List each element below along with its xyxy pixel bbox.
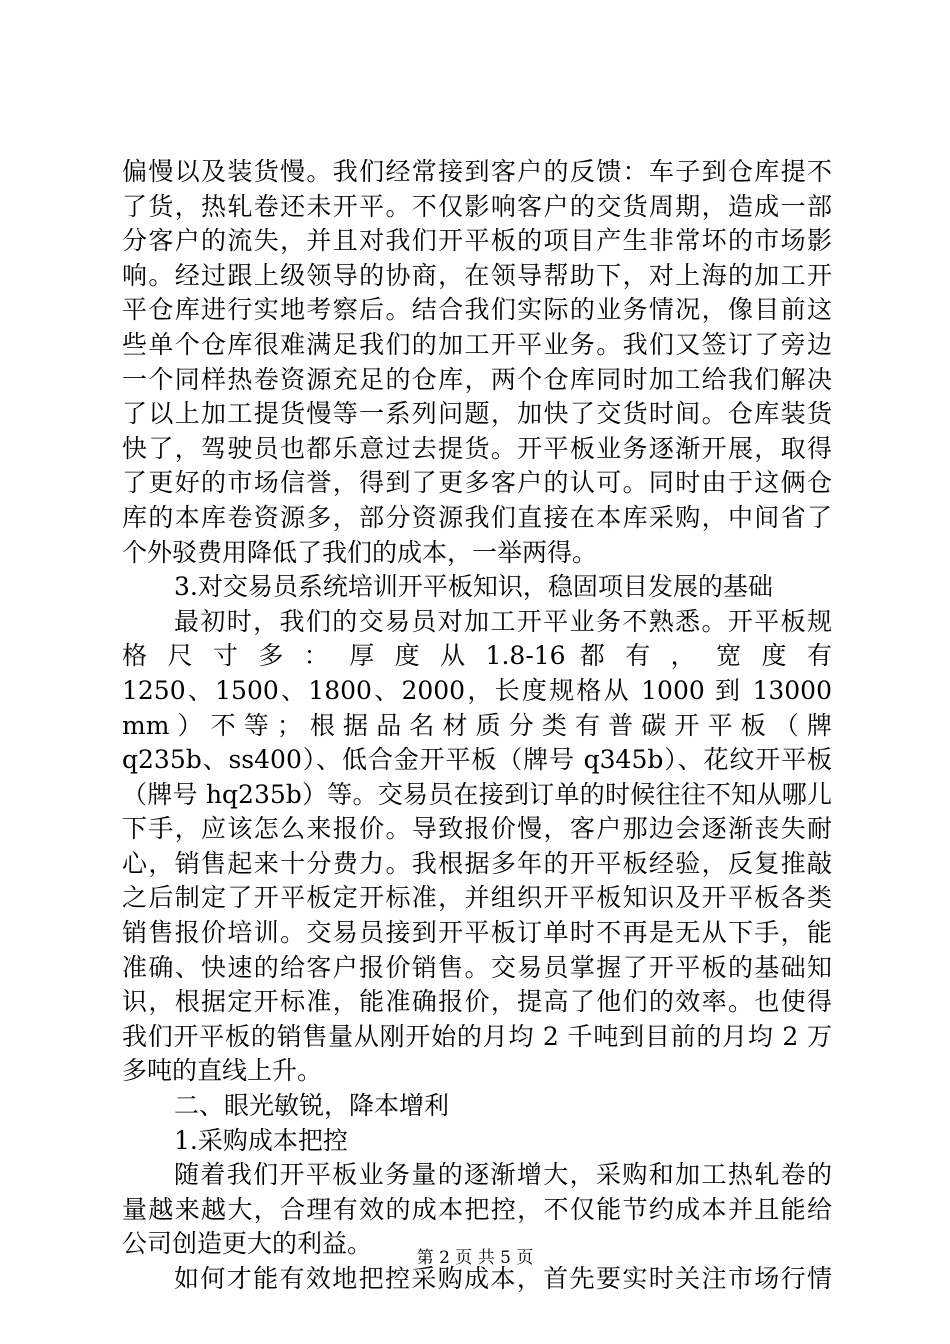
text-line: 多吨的直线上升。 — [122, 1056, 323, 1086]
text-line: 销售报价培训。交易员接到开平板订单时不再是无从下手，能 — [122, 918, 832, 948]
text-line: （牌号 hq235b）等。交易员在接到订单的时候往往不知从哪儿 — [122, 779, 832, 809]
text-line: 了更好的市场信誉，得到了更多客户的认可。同时由于这俩仓 — [122, 468, 832, 498]
text-line: 3.对交易员系统培训开平板知识，稳固项目发展的基础 — [174, 572, 773, 602]
text-line: 些单个仓库很难满足我们的加工开平业务。我们又签订了旁边 — [122, 329, 832, 359]
text-line: 平仓库进行实地考察后。结合我们实际的业务情况，像目前这 — [122, 295, 832, 325]
text-line: 个外驳费用降低了我们的成本，一举两得。 — [122, 537, 598, 567]
text-line: 之后制定了开平板定开标准，并组织开平板知识及开平板各类 — [122, 883, 832, 913]
text-line: 了以上加工提货慢等一系列问题，加快了交货时间。仓库装货 — [122, 399, 832, 429]
text-line: 了货，热轧卷还未开平。不仅影响客户的交货周期，造成一部 — [122, 191, 832, 221]
text-line: 公司创造更大的利益。 — [122, 1229, 373, 1259]
text-line: 响。经过跟上级领导的协商，在领导帮助下，对上海的加工开 — [122, 260, 832, 290]
text-line: 如何才能有效地把控采购成本，首先要实时关注市场行情 — [174, 1264, 832, 1293]
text-line: q235b、ss400）、低合金开平板（牌号 q345b）、花纹开平板 — [122, 745, 832, 775]
text-line: 一个同样热卷资源充足的仓库，两个仓库同时加工给我们解决 — [122, 364, 832, 394]
page-footer: 第 2 页 共 5 页 — [416, 1248, 534, 1268]
text-line: 量越来越大，合理有效的成本把控，不仅能节约成本并且能给 — [122, 1194, 832, 1224]
text-line: 格 尺 寸 多 ： 厚 度 从 1.8-16 都 有 ， 宽 度 有 — [122, 641, 832, 671]
text-line: 二、眼光敏锐，降本增利 — [174, 1091, 450, 1121]
text-line: 识，根据定开标准，能准确报价，提高了他们的效率。也使得 — [122, 987, 832, 1017]
text-line: 库的本库卷资源多，部分资源我们直接在本库采购，中间省了 — [122, 502, 832, 532]
text-line: 随着我们开平板业务量的逐渐增大，采购和加工热轧卷的 — [174, 1160, 832, 1190]
text-line: 1250、1500、1800、2000，长度规格从 1000 到 13000 — [122, 675, 832, 705]
text-line: 偏慢以及装货慢。我们经常接到客户的反馈：车子到仓库提不 — [122, 157, 832, 186]
text-line: 心，销售起来十分费力。我根据多年的开平板经验，反复推敲 — [122, 848, 832, 878]
body-text — [122, 155, 832, 1297]
text-line: 快了，驾驶员也都乐意过去提货。开平板业务逐渐开展，取得 — [122, 433, 832, 463]
text-line: 最初时，我们的交易员对加工开平业务不熟悉。开平板规 — [174, 606, 832, 636]
text-line: 1.采购成本把控 — [174, 1125, 348, 1155]
text-line: 分客户的流失，并且对我们开平板的项目产生非常坏的市场影 — [122, 226, 832, 256]
text-line: mm ） 不 等 ； 根 据 品 名 材 质 分 类 有 普 碳 开 平 板 （ 牌 — [122, 710, 832, 740]
text-line: 下手，应该怎么来报价。导致报价慢，客户那边会逐渐丧失耐 — [122, 814, 832, 844]
text-line: 我们开平板的销售量从刚开始的月均 2 千吨到目前的月均 2 万 — [122, 1021, 832, 1051]
text-line: 准确、快速的给客户报价销售。交易员掌握了开平板的基础知 — [122, 952, 832, 982]
